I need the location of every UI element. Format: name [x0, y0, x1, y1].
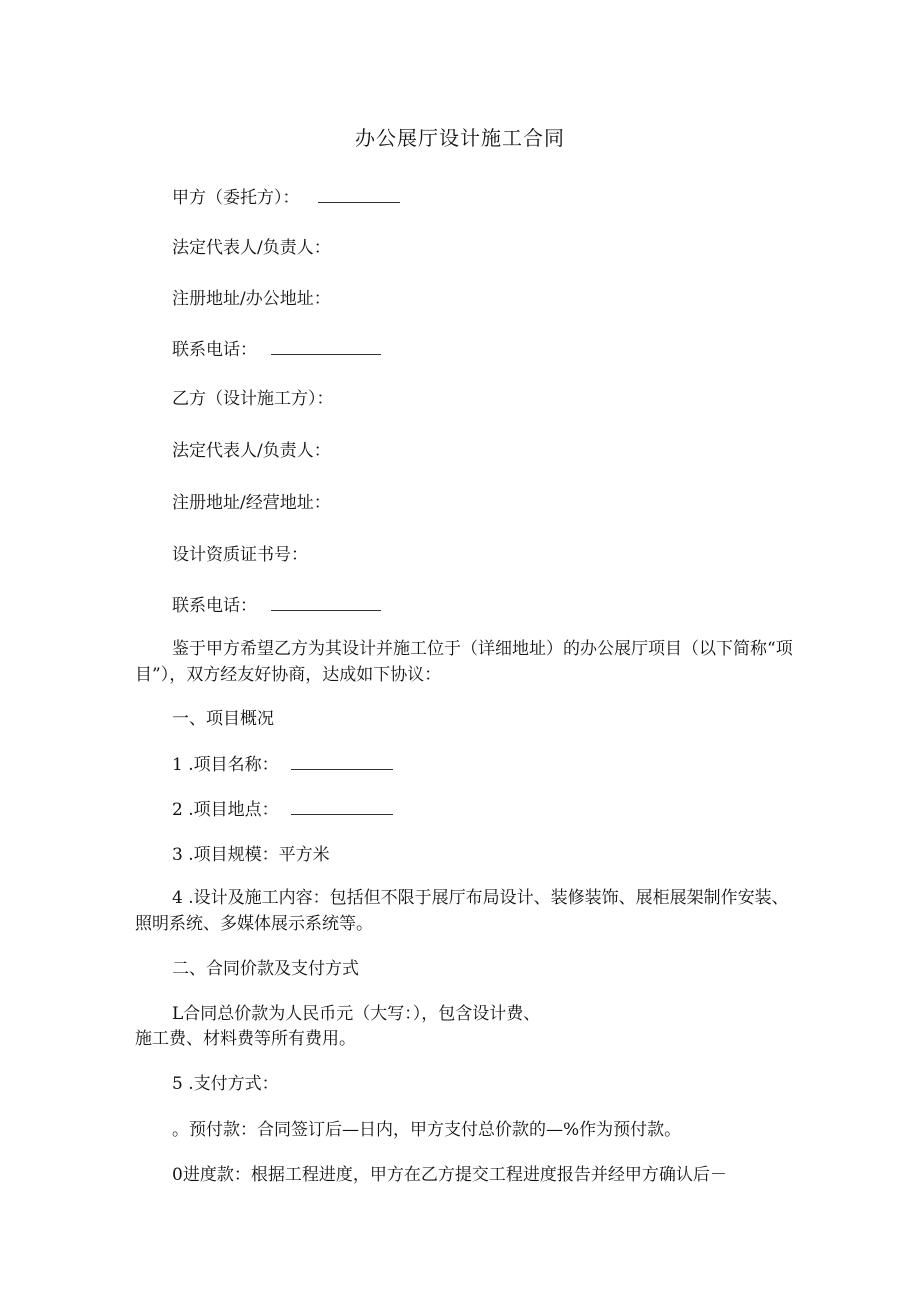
- project-name-label: 1 .项目名称：: [172, 755, 279, 775]
- party-a-representative: 法定代表人/负责人：: [172, 238, 331, 258]
- party-b-label: 乙方（设计施工方）：: [172, 389, 334, 409]
- document-title: 办公展厅设计施工合同: [355, 126, 565, 150]
- payment-method-heading: 5 .支付方式：: [172, 1074, 279, 1094]
- party-b-phone-blank: [271, 596, 381, 611]
- party-a-phone-line: [172, 338, 381, 362]
- party-a-phone-label: 联系电话：: [172, 340, 257, 360]
- party-a-phone-blank: [271, 340, 381, 355]
- project-scope-paragraph: 4 .设计及施工内容：包括但不限于展厅布局设计、装修装饰、展柜展架制作安装、照明系统、多媒体展示系统等。: [135, 888, 789, 934]
- project-location-label: 2 .项目地点：: [172, 800, 279, 820]
- party-a-address: 注册地址/办公地址：: [172, 289, 331, 309]
- contract-price-line2: 施工费、材料费等所有费用。: [135, 1029, 356, 1049]
- party-a-label: 甲方（委托方）：: [172, 188, 300, 208]
- project-location-blank: [291, 800, 393, 815]
- party-a-line: [172, 186, 400, 210]
- section2-heading: 二、合同价款及支付方式: [172, 959, 359, 979]
- party-a-blank: [318, 188, 400, 203]
- progress-payment: 0进度款：根据工程进度，甲方在乙方提交工程进度报告并经甲方确认后－: [172, 1165, 727, 1185]
- project-name-line: [172, 753, 393, 777]
- project-location-line: [172, 798, 393, 822]
- advance-payment: 。预付款：合同签订后—日内，甲方支付总价款的—%作为预付款。: [172, 1120, 682, 1140]
- party-b-address: 注册地址/经营地址：: [172, 493, 331, 513]
- preamble-paragraph: 鉴于甲方希望乙方为其设计并施工位于（详细地址）的办公展厅项目（以下简称“项目”），双方经友好协商，达成如下协议：: [135, 639, 793, 685]
- party-b-phone-line: [172, 594, 381, 618]
- party-b-representative: 法定代表人/负责人：: [172, 441, 331, 461]
- project-name-blank: [291, 755, 393, 770]
- party-b-phone-label: 联系电话：: [172, 596, 257, 616]
- contract-price-line1: L合同总价款为人民币元（大写：），包含设计费、: [172, 1004, 541, 1024]
- section1-heading: 一、项目概况: [172, 709, 274, 729]
- party-b-certificate: 设计资质证书号：: [172, 545, 308, 565]
- project-scale: 3 .项目规模：平方米: [172, 845, 330, 865]
